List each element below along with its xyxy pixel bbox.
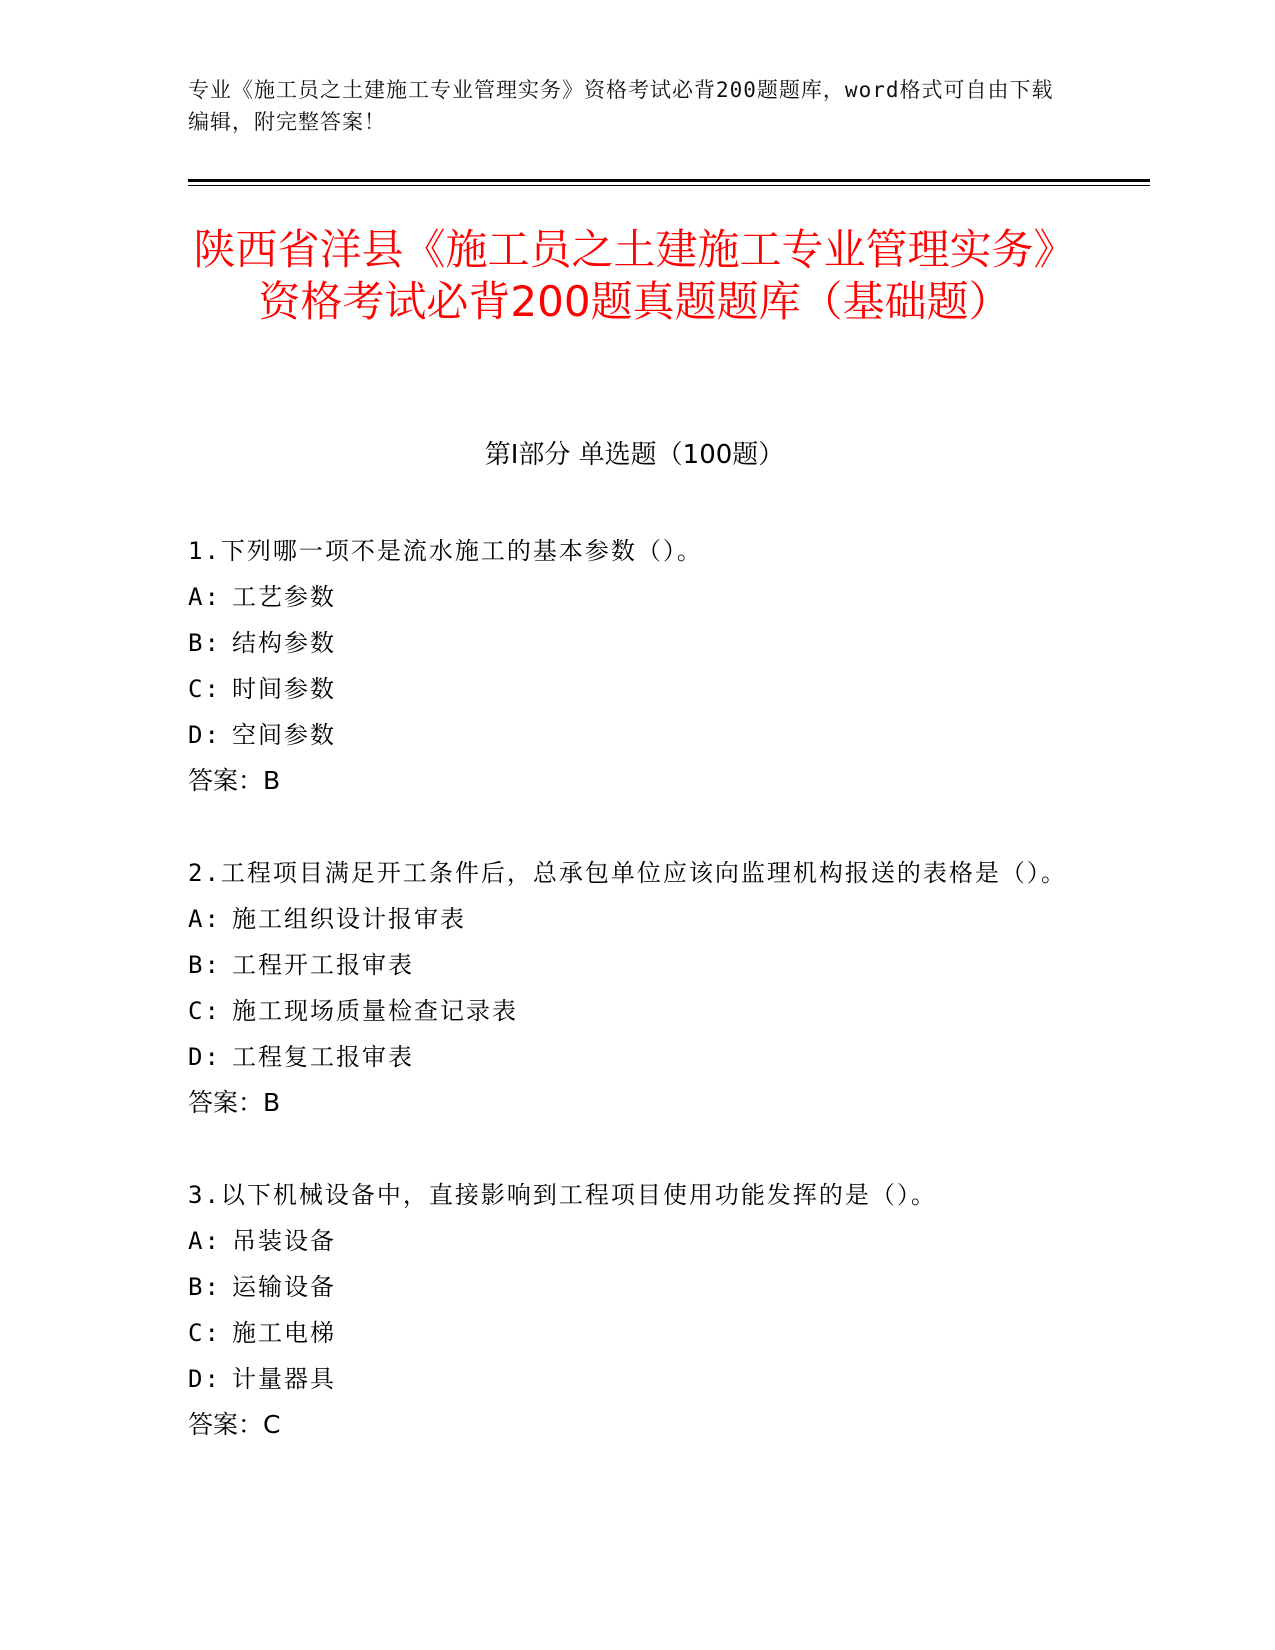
header-divider-thick: [188, 179, 1150, 182]
option-b: [188, 942, 1068, 988]
section-title: 第I部分 单选题（100题）: [484, 440, 785, 470]
document-title: 陕西省洋县《施工员之土建施工专业管理实务》资格考试必背200题真题题库（基础题）: [193, 225, 1076, 326]
option-text: 运输设备: [232, 1273, 336, 1301]
question-2: [188, 850, 1068, 1126]
header-note: 专业《施工员之土建施工专业管理实务》资格考试必背200题题库，word格式可自由下载编辑，附完整答案！: [188, 78, 1054, 134]
question-3: [188, 1172, 1068, 1448]
question-stem: 3.以下机械设备中，直接影响到工程项目使用功能发挥的是（）。: [188, 1181, 937, 1209]
option-key: B:: [188, 951, 221, 979]
question-list: [188, 528, 1068, 1494]
option-text: 时间参数: [232, 675, 336, 703]
option-a: [188, 896, 1068, 942]
option-text: 施工现场质量检查记录表: [232, 997, 518, 1025]
option-key: B:: [188, 629, 221, 657]
question-1: [188, 528, 1068, 804]
option-d: [188, 1356, 1068, 1402]
option-text: 工程复工报审表: [232, 1043, 414, 1071]
header-divider-thin: [188, 185, 1150, 186]
option-text: 施工组织设计报审表: [232, 905, 466, 933]
option-c: [188, 666, 1068, 712]
option-key: C:: [188, 997, 221, 1025]
option-b: [188, 620, 1068, 666]
option-key: D:: [188, 1043, 221, 1071]
option-key: C:: [188, 675, 221, 703]
answer: 答案：B: [188, 1088, 281, 1117]
option-c: [188, 988, 1068, 1034]
option-key: A:: [188, 905, 221, 933]
answer: 答案：B: [188, 766, 281, 795]
option-text: 结构参数: [232, 629, 336, 657]
option-c: [188, 1310, 1068, 1356]
option-d: [188, 1034, 1068, 1080]
option-key: D:: [188, 721, 221, 749]
answer: 答案：C: [188, 1410, 281, 1439]
option-text: 施工电梯: [232, 1319, 336, 1347]
option-b: [188, 1264, 1068, 1310]
option-text: 工程开工报审表: [232, 951, 414, 979]
option-key: C:: [188, 1319, 221, 1347]
option-text: 计量器具: [232, 1365, 336, 1393]
option-key: A:: [188, 1227, 221, 1255]
option-a: [188, 1218, 1068, 1264]
question-stem: 1.下列哪一项不是流水施工的基本参数（）。: [188, 537, 703, 565]
option-a: [188, 574, 1068, 620]
option-key: A:: [188, 583, 221, 611]
option-text: 吊装设备: [232, 1227, 336, 1255]
option-text: 工艺参数: [232, 583, 336, 611]
option-key: B:: [188, 1273, 221, 1301]
option-text: 空间参数: [232, 721, 336, 749]
question-stem: 2.工程项目满足开工条件后，总承包单位应该向监理机构报送的表格是（）。: [188, 859, 1067, 887]
option-d: [188, 712, 1068, 758]
option-key: D:: [188, 1365, 221, 1393]
